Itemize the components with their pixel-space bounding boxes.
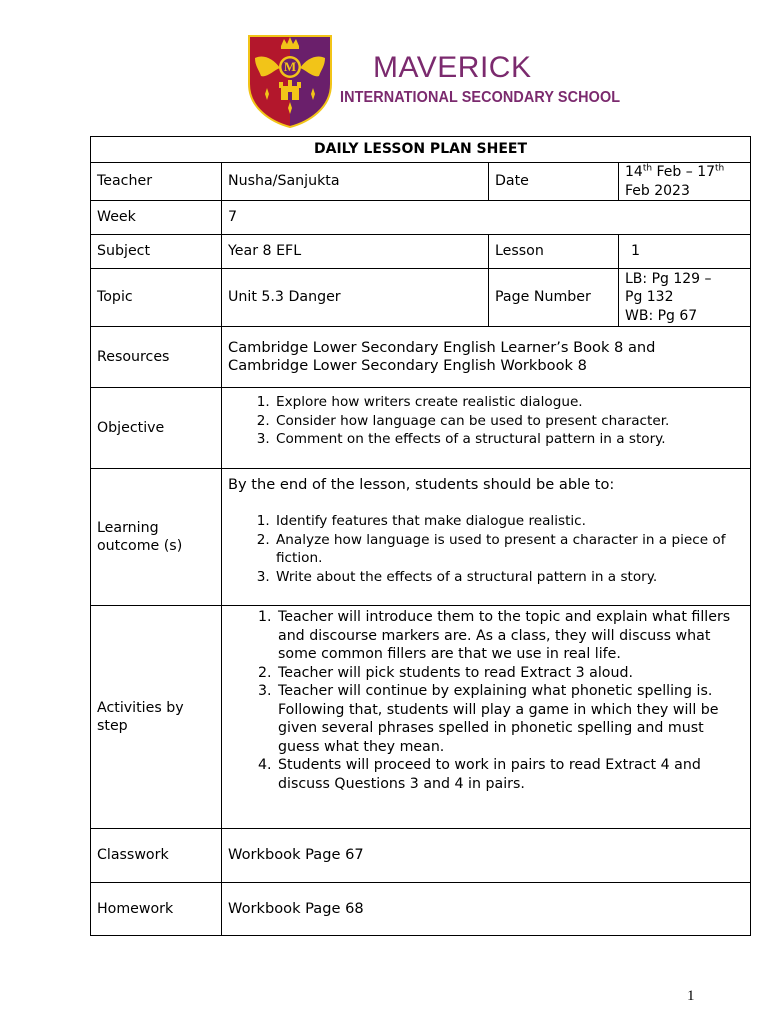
- homework-label: Homework: [91, 883, 222, 936]
- date-mid: Feb – 17: [652, 164, 716, 180]
- date-sup2: th: [715, 163, 725, 174]
- activities-list: [228, 608, 738, 793]
- topic-label: Topic: [91, 269, 222, 327]
- objective-row: [91, 388, 751, 469]
- activities-label-line: Activities by: [97, 699, 184, 716]
- learning-outcome-label-line: Learning: [97, 519, 159, 536]
- page-number: 1: [687, 988, 695, 1004]
- lesson-value: 1: [619, 235, 751, 269]
- objective-item: 1. Explore how writers create realistic dialogue.: [274, 393, 744, 412]
- topic-row: [91, 269, 751, 327]
- week-label: Week: [91, 201, 222, 235]
- objective-list: [228, 393, 744, 449]
- page-number-value: [619, 269, 751, 327]
- activities-label-line: step: [97, 718, 128, 734]
- school-name: MAVERICK: [373, 51, 532, 84]
- activities-label: [91, 606, 222, 829]
- lesson-plan-table: [90, 136, 751, 936]
- school-subtitle: INTERNATIONAL SECONDARY SCHOOL: [340, 89, 621, 106]
- activity-item: 3. Teacher will continue by explaining what phonetic spelling is. Following that, students will play a game in which they will be given several phrases spelled in phonetic spelling and must guess what they mean.: [276, 682, 738, 756]
- date-value: [619, 163, 751, 201]
- resources-label: Resources: [91, 327, 222, 388]
- date-label: Date: [489, 163, 619, 201]
- date-sup1: th: [642, 163, 653, 174]
- classwork-label: Classwork: [91, 829, 222, 883]
- resources-row: [91, 327, 751, 388]
- date-year: Feb 2023: [625, 182, 690, 199]
- page-number-line: Pg 132: [625, 289, 674, 306]
- learning-outcome-list: [228, 512, 744, 586]
- crest-monogram: M: [283, 59, 297, 74]
- objective-list-cell: [222, 388, 751, 469]
- school-header: [0, 0, 768, 130]
- page-number-line: LB: Pg 129 –: [625, 270, 712, 287]
- shield-crest-icon: [247, 34, 333, 128]
- teacher-label: Teacher: [91, 163, 222, 201]
- subject-label: Subject: [91, 235, 222, 269]
- homework-row: [91, 883, 751, 936]
- subject-value: Year 8 EFL: [222, 235, 489, 269]
- learning-outcome-item: 2. Analyze how language is used to present a character in a piece of fiction.: [274, 531, 744, 568]
- title-row: [91, 137, 751, 163]
- homework-value: Workbook Page 68: [222, 883, 751, 936]
- page-number-label: Page Number: [489, 269, 619, 327]
- resources-value: [222, 327, 751, 388]
- date-day1: 14: [625, 164, 643, 180]
- activities-cell: [222, 606, 751, 829]
- activity-item: 4. Students will proceed to work in pairs to read Extract 4 and discuss Questions 3 and 4 in pairs.: [276, 756, 738, 793]
- resources-line: Cambridge Lower Secondary English Learner’s Book 8 and: [228, 338, 656, 356]
- week-value: 7: [222, 201, 751, 235]
- learning-outcome-cell: [222, 469, 751, 606]
- classwork-value: Workbook Page 67: [222, 829, 751, 883]
- learning-outcome-label: [91, 469, 222, 606]
- learning-outcome-intro: By the end of the lesson, students should be able to:: [228, 476, 615, 493]
- learning-outcome-row: [91, 469, 751, 606]
- teacher-row: [91, 163, 751, 201]
- objective-item: 2. Consider how language can be used to present character.: [274, 412, 744, 431]
- learning-outcome-item: 3. Write about the effects of a structural pattern in a story.: [274, 568, 744, 587]
- objective-item: 3. Comment on the effects of a structural pattern in a story.: [274, 430, 744, 449]
- sheet-title: DAILY LESSON PLAN SHEET: [91, 137, 751, 163]
- activity-item: 1. Teacher will introduce them to the topic and explain what fillers and discourse markers are. As a class, they will discuss what some common fillers are that we use in real life.: [276, 608, 738, 664]
- learning-outcome-item: 1. Identify features that make dialogue realistic.: [274, 512, 744, 531]
- resources-line: Cambridge Lower Secondary English Workbook 8: [228, 357, 587, 374]
- learning-outcome-label-line: outcome (s): [97, 538, 183, 554]
- lesson-label: Lesson: [489, 235, 619, 269]
- subject-row: [91, 235, 751, 269]
- objective-label: Objective: [91, 388, 222, 469]
- activity-item: 2. Teacher will pick students to read Extract 3 aloud.: [276, 664, 738, 683]
- topic-value: Unit 5.3 Danger: [222, 269, 489, 327]
- classwork-row: [91, 829, 751, 883]
- teacher-value: Nusha/Sanjukta: [222, 163, 489, 201]
- week-row: [91, 201, 751, 235]
- page-number-line: WB: Pg 67: [625, 307, 698, 324]
- activities-row: [91, 606, 751, 829]
